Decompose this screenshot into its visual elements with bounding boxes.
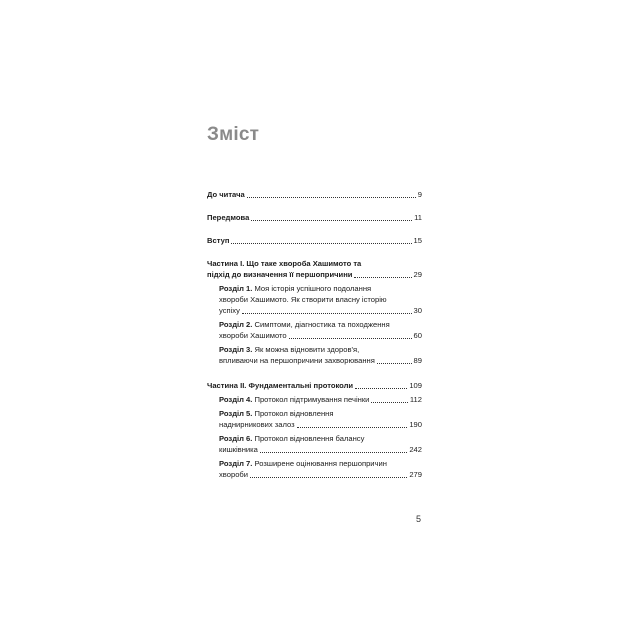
toc-entry-leader-row	[219, 444, 422, 455]
chapter-label: Розділ 1.	[219, 284, 253, 293]
toc-page-number: 30	[413, 306, 422, 315]
toc-entry[interactable]	[207, 189, 422, 200]
toc-entry-title: хвороби Хашимото	[219, 331, 287, 340]
toc-entry-title: наднирникових залоз	[219, 420, 295, 429]
toc-chapter-entry[interactable]	[219, 344, 422, 366]
toc-entry-title: хвороби	[219, 470, 249, 479]
dot-leader	[231, 243, 411, 244]
toc-entry-title: кишківника	[219, 445, 258, 454]
dot-leader	[354, 277, 411, 278]
page-title: Зміст	[207, 124, 260, 145]
dot-leader	[260, 452, 407, 453]
toc-chapter-entry[interactable]	[219, 458, 422, 480]
toc-entry-title: успіху	[219, 306, 240, 315]
toc-entry-line	[219, 458, 422, 469]
toc-page-number: 11	[414, 213, 422, 222]
toc-entry-leader-row	[219, 305, 422, 316]
toc-entry-leader-row	[219, 469, 422, 480]
toc-chapter-entry[interactable]	[219, 433, 422, 455]
chapter-label: Розділ 4.	[219, 395, 253, 404]
toc-entry-leader-row	[207, 235, 422, 246]
toc-part-entry[interactable]	[207, 258, 422, 280]
toc-entry[interactable]	[207, 212, 422, 223]
toc-page-number: 112	[409, 395, 422, 404]
toc-entry-leader-row	[207, 380, 422, 391]
toc-entry-title	[219, 394, 369, 405]
chapter-title-text: Симптоми, діагностика та походження	[252, 320, 390, 329]
toc-entry-title: Передмова	[207, 213, 250, 222]
toc-entry-line	[219, 344, 422, 355]
toc-entry-title: До читача	[207, 190, 245, 199]
dot-leader	[371, 402, 407, 403]
chapter-title-text: Як можна відновити здоров'я,	[252, 345, 360, 354]
toc-entry-leader-row	[207, 189, 422, 200]
toc-page-number: 279	[409, 470, 422, 479]
chapter-title-text: Протокол підтримування печінки	[252, 395, 370, 404]
dot-leader	[242, 313, 412, 314]
toc-entry-leader-row	[207, 269, 422, 280]
chapter-title-text: Розширене оцінювання першопричин	[252, 459, 387, 468]
toc-entry-line: Частина I. Що таке хвороба Хашимото та	[207, 259, 362, 268]
toc-page-number: 89	[413, 356, 422, 365]
chapter-label: Розділ 6.	[219, 434, 253, 443]
chapter-label: Розділ 7.	[219, 459, 253, 468]
toc-entry-line: хвороби Хашимото. Як створити власну історію	[219, 295, 387, 304]
toc-page-number: 60	[413, 331, 422, 340]
toc-entry-leader-row	[219, 419, 422, 430]
toc-chapter-entry[interactable]	[219, 319, 422, 341]
toc-entry-title: підхід до визначення її першопричини	[207, 270, 353, 279]
toc-entry-leader-row	[207, 212, 422, 223]
chapter-title-text: Моя історія успішного подолання	[252, 284, 372, 293]
dot-leader	[289, 338, 412, 339]
toc-page-number: 9	[417, 190, 422, 199]
toc-page-number: 190	[409, 420, 422, 429]
toc-entry[interactable]	[207, 235, 422, 246]
table-of-contents	[207, 189, 422, 483]
page-number: 5	[416, 514, 422, 524]
toc-entry-line	[219, 319, 422, 330]
toc-page-number: 15	[413, 236, 422, 245]
chapter-label: Розділ 3.	[219, 345, 253, 354]
dot-leader	[247, 197, 416, 198]
toc-entry-leader-row	[219, 330, 422, 341]
toc-chapter-entry[interactable]	[219, 283, 422, 316]
toc-chapter-entry[interactable]	[219, 408, 422, 430]
toc-part-entry[interactable]	[207, 380, 422, 391]
dot-leader	[251, 220, 412, 221]
toc-entry-title: Вступ	[207, 236, 230, 245]
toc-page-number: 29	[413, 270, 422, 279]
toc-entry-leader-row	[219, 394, 422, 405]
toc-page-number: 109	[409, 381, 422, 390]
toc-entry-line	[219, 433, 422, 444]
dot-leader	[355, 388, 407, 389]
chapter-label: Розділ 2.	[219, 320, 253, 329]
dot-leader	[377, 363, 412, 364]
toc-entry-line	[219, 283, 422, 294]
chapter-label: Розділ 5.	[219, 409, 253, 418]
toc-chapter-entry[interactable]	[219, 394, 422, 405]
toc-entry-leader-row	[219, 355, 422, 366]
dot-leader	[297, 427, 408, 428]
dot-leader	[250, 477, 407, 478]
toc-entry-title: впливаючи на першопричини захворювання	[219, 356, 375, 365]
chapter-title-text: Протокол відновлення балансу	[252, 434, 365, 443]
toc-entry-title: Частина II. Фундаментальні протоколи	[207, 381, 354, 390]
toc-page-number: 242	[409, 445, 422, 454]
toc-entry-line	[219, 408, 422, 419]
chapter-title-text: Протокол відновлення	[252, 409, 334, 418]
